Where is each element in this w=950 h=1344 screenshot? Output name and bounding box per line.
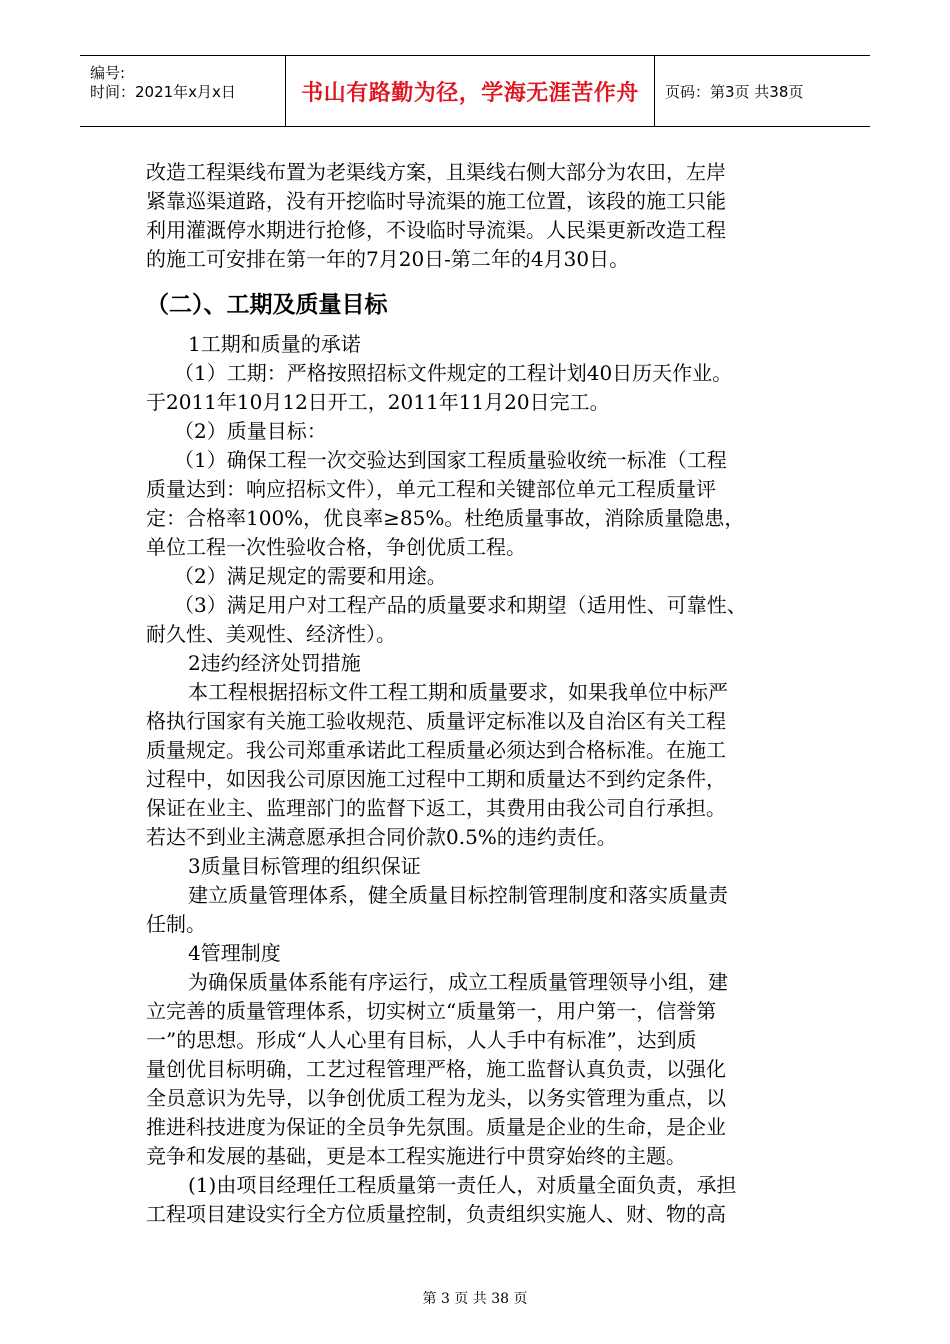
paragraph-line: 立完善的质量管理体系，切实树立“质量第一，用户第一，信誉第 [146,999,717,1023]
subheading: 1工期和质量的承诺 [188,332,361,356]
paragraph-line: 工程项目建设实行全方位质量控制，负责组织实施人、财、物的高 [146,1202,726,1226]
subheading: 4管理制度 [188,941,281,965]
paragraph-line: 过程中，如因我公司原因施工过程中工期和质量达不到约定条件， [146,767,726,791]
paragraph-line: 利用灌溉停水期进行抢修，不设临时导流渠。人民渠更新改造工程 [146,218,726,242]
paragraph-line: （2）满足规定的需要和用途。 [174,564,447,588]
document-time-label: 时间：2021年x月x日 [90,83,236,101]
page-header [80,55,870,127]
paragraph-line: 耐久性、美观性、经济性）。 [146,622,396,646]
paragraph-line: （1）工期：严格按照招标文件规定的工程计划40日历天作业。 [174,361,733,385]
paragraph-line: 本工程根据招标文件工程工期和质量要求，如果我单位中标严 [188,680,728,704]
paragraph-line: 任制。 [146,912,206,936]
paragraph-line: (1)由项目经理任工程质量第一责任人，对质量全面负责，承担 [188,1173,737,1197]
paragraph-line: 竞争和发展的基础，更是本工程实施进行中贯穿始终的主题。 [146,1144,686,1168]
paragraph-line: 定：合格率100%，优良率≥85%。杜绝质量事故，消除质量隐患， [146,506,745,530]
paragraph-line: 一”的思想。形成“人人心里有目标，人人手中有标准”，达到质 [146,1028,697,1052]
paragraph-line: （2）质量目标： [174,419,327,443]
paragraph-line: 的施工可安排在第一年的7月20日-第二年的4月30日。 [146,247,630,271]
paragraph-line: 改造工程渠线布置为老渠线方案，且渠线右侧大部分为农田，左岸 [146,160,726,184]
paragraph-line: 量创优目标明确，工艺过程管理严格，施工监督认真负责，以强化 [146,1057,726,1081]
paragraph-line: 保证在业主、监理部门的监督下返工，其费用由我公司自行承担。 [146,796,726,820]
document-body [146,158,806,1229]
paragraph-line: 若达不到业主满意愿承担合同价款0.5%的违约责任。 [146,825,617,849]
header-page-info: 页码：第3页 共38页 [665,82,804,101]
paragraph-line: 质量规定。我公司郑重承诺此工程质量必须达到合格标准。在施工 [146,738,726,762]
paragraph-line: （1）确保工程一次交验达到国家工程质量验收统一标准（工程 [174,448,727,472]
header-motto: 书山有路勤为径，学海无涯苦作舟 [301,80,639,106]
header-meta [80,56,285,126]
subheading: 2违约经济处罚措施 [188,651,361,675]
page-footer: 第 3 页 共 38 页 [422,1291,528,1307]
paragraph-line: （3）满足用户对工程产品的质量要求和期望（适用性、可靠性、 [174,593,747,617]
paragraph-line: 紧靠巡渠道路，没有开挖临时导流渠的施工位置，该段的施工只能 [146,189,726,213]
header-motto-cell [285,56,655,126]
section-heading: （二）、工期及质量目标 [146,292,388,318]
paragraph-line: 推进科技进度为保证的全员争先氛围。质量是企业的生命，是企业 [146,1115,726,1139]
document-number-label: 编号: [90,64,126,82]
paragraph-line: 于2011年10月12日开工，2011年11月20日完工。 [146,390,610,414]
paragraph-line: 质量达到：响应招标文件），单元工程和关键部位单元工程质量评 [146,477,716,501]
paragraph-line: 全员意识为先导，以争创优质工程为龙头，以务实管理为重点，以 [146,1086,726,1110]
paragraph-line: 建立质量管理体系，健全质量目标控制管理制度和落实质量责 [188,883,728,907]
subheading: 3质量目标管理的组织保证 [188,854,421,878]
paragraph-line: 单位工程一次性验收合格，争创优质工程。 [146,535,526,559]
paragraph-line: 格执行国家有关施工验收规范、质量评定标准以及自治区有关工程 [146,709,726,733]
paragraph-line: 为确保质量体系能有序运行，成立工程质量管理领导小组，建 [188,970,728,994]
